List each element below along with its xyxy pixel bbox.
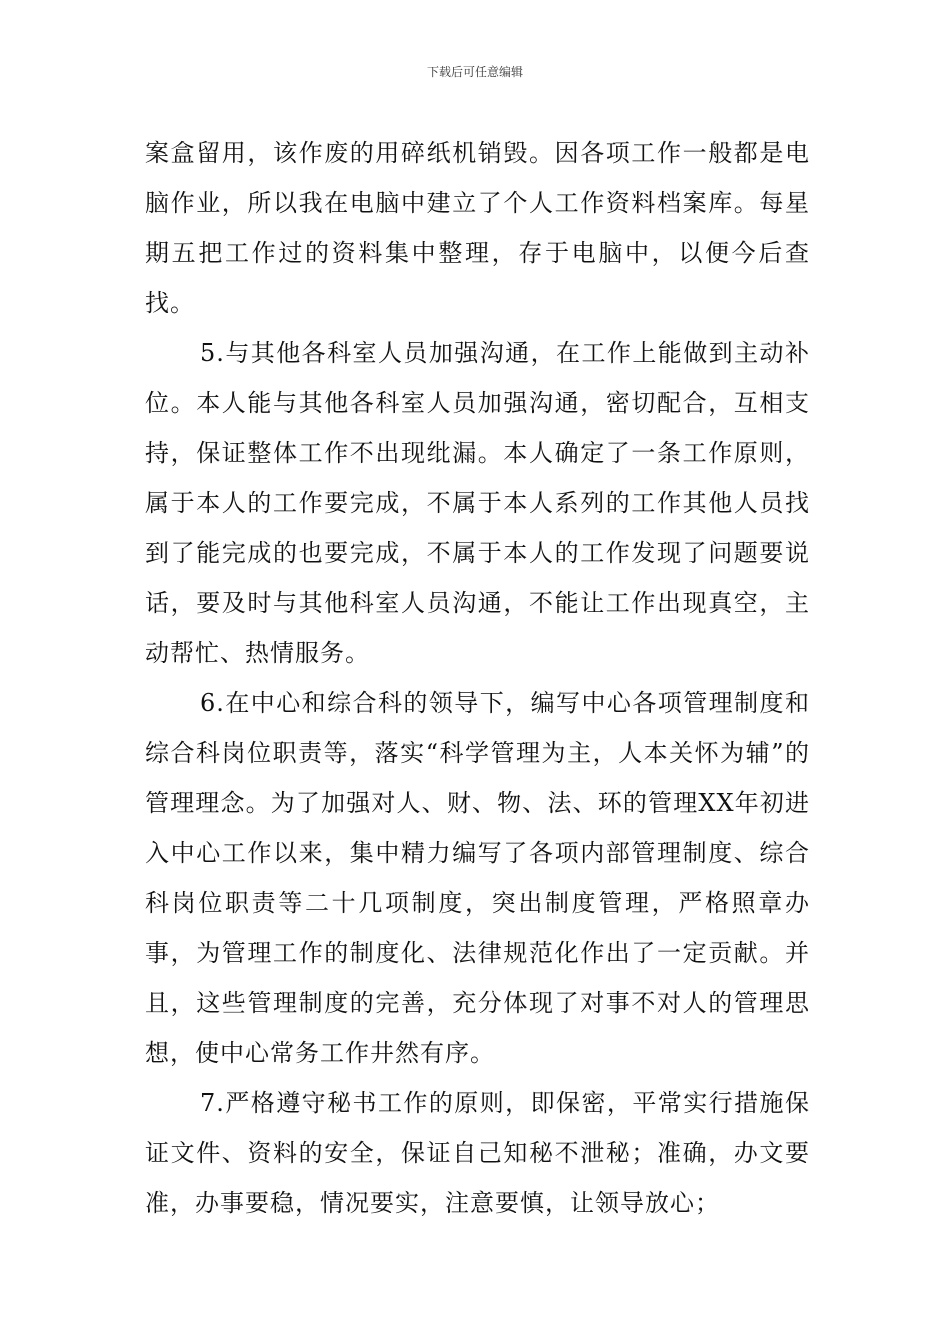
paragraph-item-6: 6.在中心和综合科的领导下，编写中心各项管理制度和综合科岗位职责等，落实“科学管理为主，人本关怀为辅”的管理理念。为了加强对人、财、物、法、环的管理XX年初进入中心工作以来，集中精力编写了各项内部管理制度、综合科岗位职责等二十几项制度，突出制度管理，严格照章办事，为管理工作的制度化、法律规范化作出了一定贡献。并且，这些管理制度的完善，充分体现了对事不对人的管理思想，使中心常务工作井然有序。 xyxy=(145,689,810,1067)
document-body xyxy=(145,128,810,1228)
page-header: 下载后可任意编辑 xyxy=(426,65,523,79)
paragraph-continuation: 案盒留用，该作废的用碎纸机销毁。因各项工作一般都是电脑作业，所以我在电脑中建立了个人工作资料档案库。每星期五把工作过的资料集中整理，存于电脑中，以便今后查找。 xyxy=(145,139,810,317)
paragraph-item-5: 5.与其他各科室人员加强沟通，在工作上能做到主动补位。本人能与其他各科室人员加强沟通，密切配合，互相支持，保证整体工作不出现纰漏。本人确定了一条工作原则，属于本人的工作要完成，不属于本人系列的工作其他人员找到了能完成的也要完成，不属于本人的工作发现了问题要说话，要及时与其他科室人员沟通，不能让工作出现真空，主动帮忙、热情服务。 xyxy=(145,339,810,667)
paragraph-item-7: 7.严格遵守秘书工作的原则，即保密，平常实行措施保证文件、资料的安全，保证自己知秘不泄秘；准确，办文要准，办事要稳，情况要实，注意要慎，让领导放心； xyxy=(145,1089,810,1217)
